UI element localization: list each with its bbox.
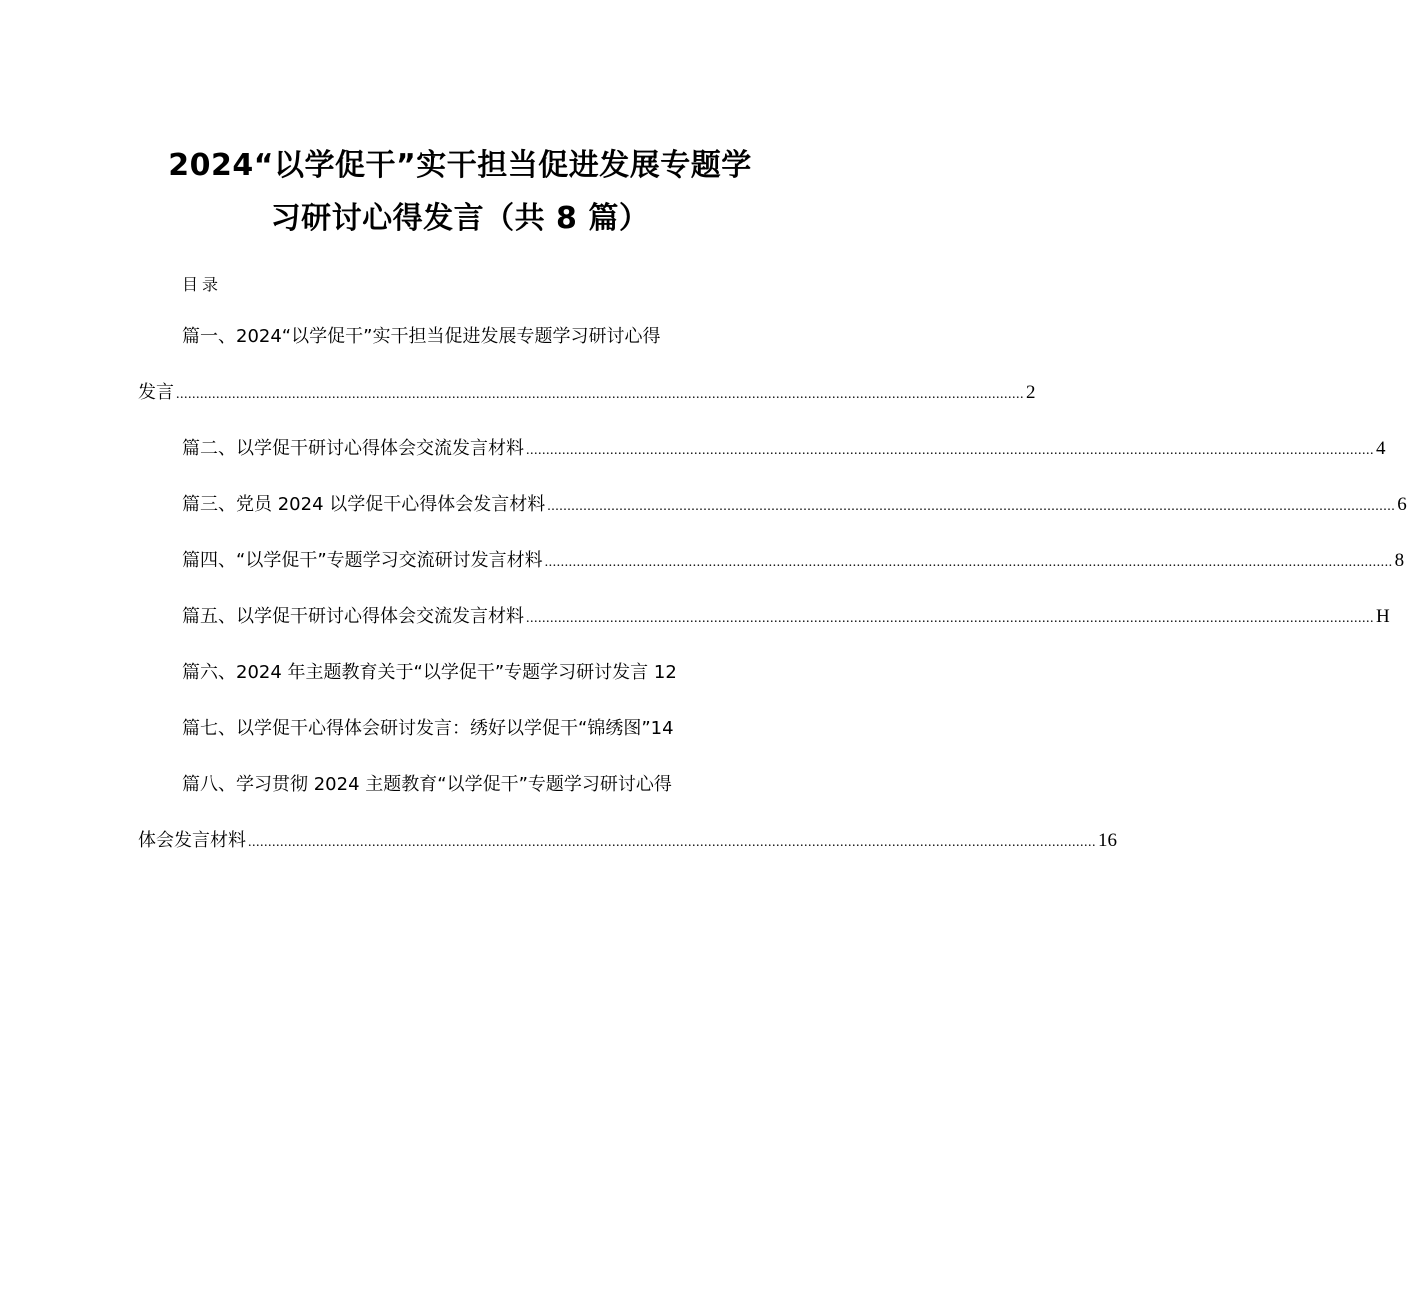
document-title-line-2: 习研讨心得发言（共 8 篇） [270, 201, 650, 236]
toc-entry-5-page: H [1376, 606, 1390, 627]
toc-entry-4 [182, 549, 1405, 575]
dot-leader: .................................................................................................................................................................................................................... [526, 443, 1374, 458]
dot-leader: .................................................................................................................................................................................................................... [544, 555, 1393, 570]
dot-leader: .................................................................................................................................................................................................................... [176, 387, 1024, 402]
toc-entry-2 [182, 437, 1386, 463]
toc-entry-3-page: 6 [1397, 494, 1407, 515]
toc-entry-1-text: 发言 [138, 382, 174, 403]
toc-entry-1-line-1: 篇一、2024“以学促干”实干担当促进发展专题学习研讨心得 [182, 326, 661, 347]
toc-entry-5 [182, 605, 1390, 631]
document-title-line-1: 2024“以学促干”实干担当促进发展专题学 [168, 148, 752, 183]
toc-entry-3-text: 篇三、党员 2024 以学促干心得体会发言材料 [182, 494, 546, 515]
toc-entry-4-page: 8 [1394, 550, 1405, 571]
toc-entry-8-line-1: 篇八、学习贯彻 2024 主题教育“以学促干”专题学习研讨心得 [182, 774, 672, 795]
dot-leader: .................................................................................................................................................................................................................... [547, 499, 1396, 514]
toc-entry-4-text: 篇四、“以学促干”专题学习交流研讨发言材料 [182, 550, 543, 571]
toc-entry-1-line-2 [138, 381, 1036, 407]
toc-entry-8-page: 16 [1098, 830, 1117, 851]
dot-leader: .................................................................................................................................................................................................................... [526, 611, 1374, 626]
toc-entry-2-page: 4 [1376, 438, 1386, 459]
toc-entry-3 [182, 493, 1407, 519]
toc-entry-7: 篇七、以学促干心得体会研讨发言：绣好以学促干“锦绣图”14 [182, 718, 674, 739]
toc-entry-5-text: 篇五、以学促干研讨心得体会交流发言材料 [182, 606, 524, 627]
dot-leader: .................................................................................................................................................................................................................... [248, 835, 1096, 850]
toc-entry-6: 篇六、2024 年主题教育关于“以学促干”专题学习研讨发言 12 [182, 662, 677, 683]
toc-entry-1-page: 2 [1026, 382, 1036, 403]
toc-entry-2-text: 篇二、以学促干研讨心得体会交流发言材料 [182, 438, 524, 459]
toc-entry-8-line-2 [138, 829, 1117, 855]
toc-heading: 目录 [182, 275, 223, 294]
toc-entry-8-text: 体会发言材料 [138, 830, 246, 851]
